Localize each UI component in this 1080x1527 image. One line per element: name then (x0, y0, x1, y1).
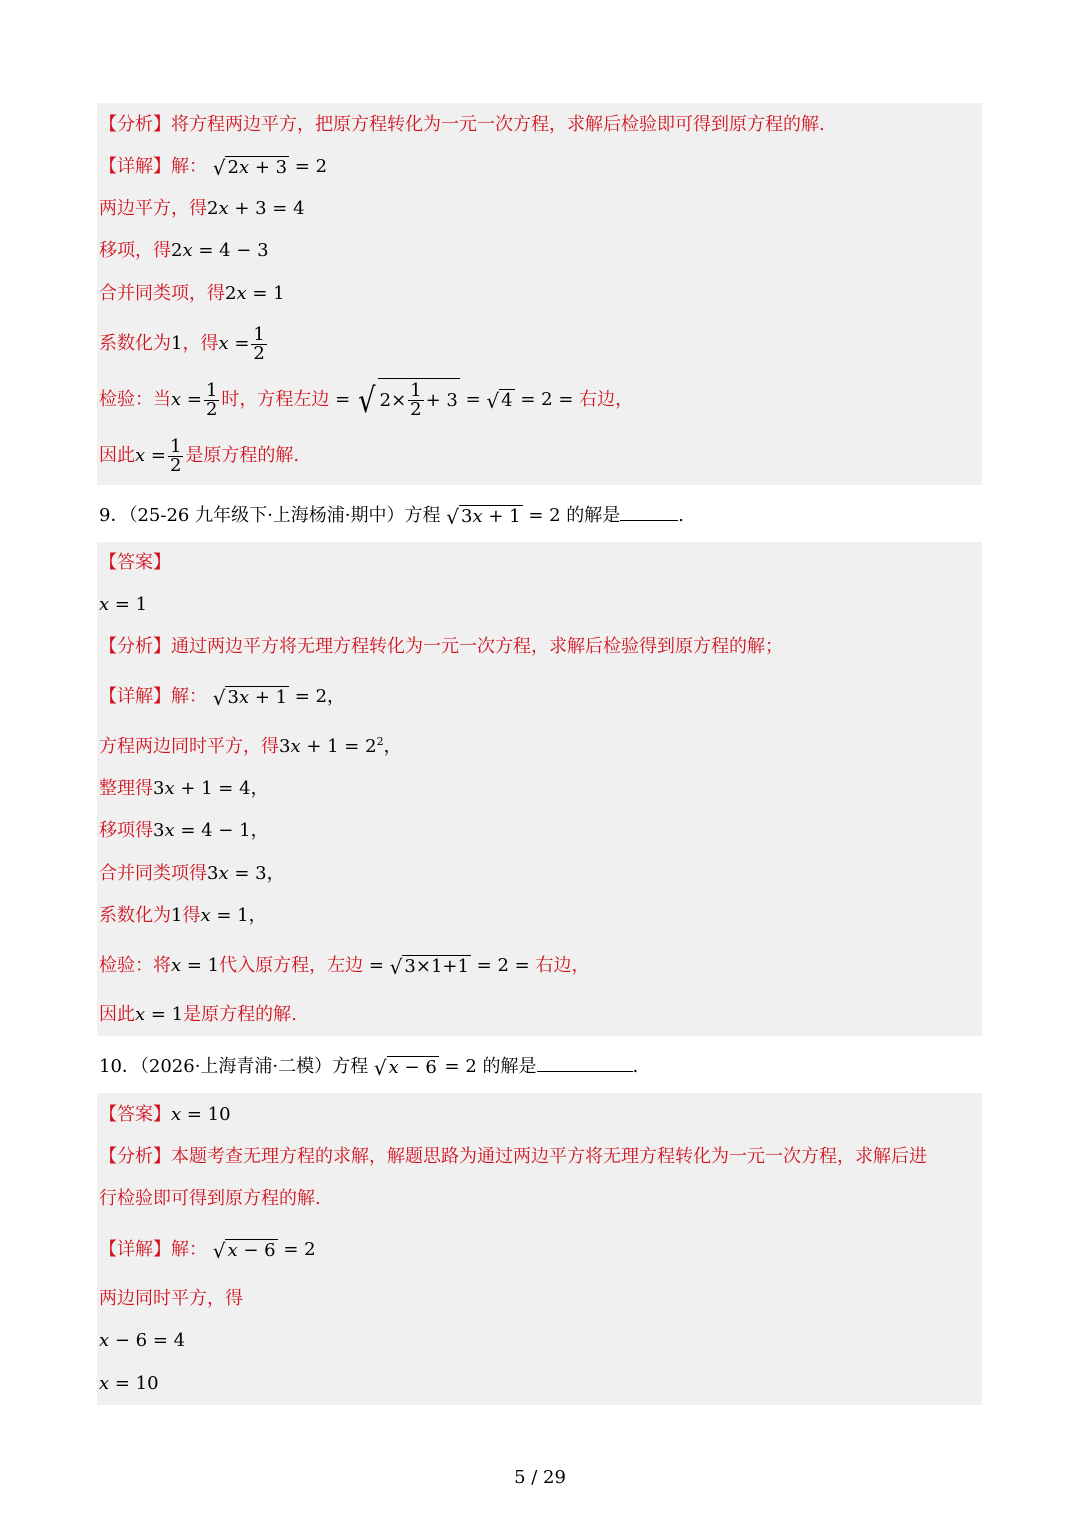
analysis-tag: 【分析】 (99, 1146, 171, 1167)
q10-stem: 10．（2026·上海青浦·二模）方程 √ x − 6 = 2 的解是 . (99, 1053, 638, 1079)
radical: √ 2× $\frac{1}{2}$ + 3 (356, 378, 460, 423)
page-number: 5 / 29 (514, 1467, 566, 1488)
q8-solution-block (97, 103, 982, 485)
q9-analysis: 【分析】通过两边平方将无理方程转化为一元一次方程，求解后检验得到原方程的解； (99, 636, 783, 657)
q10-step-result: x − 6 = 4 (99, 1330, 186, 1351)
q9-answer-tag: 【答案】 (99, 552, 171, 573)
q8-detail: 【详解】解： √ 2x + 3 = 2 (99, 155, 328, 180)
q10-analysis-line1: 【分析】本题考查无理方程的求解，解题思路为通过两边平方将无理方程转化为一元一次方程，求解后进 (99, 1146, 927, 1167)
q10-detail: 【详解】解： √ x − 6 = 2 (99, 1238, 316, 1263)
radical: √ 3x + 1 (212, 685, 288, 710)
fraction: $\frac{1}{2}$ (205, 379, 218, 420)
q9-answer: x = 1 (99, 594, 148, 615)
q8-step-coef: 系数化为1，得x = $\frac{1}{2}$ (99, 323, 265, 364)
q9-step-square: 方程两边同时平方，得$3x + 1 = 2^2$， (99, 735, 402, 757)
analysis-tag: 【分析】 (99, 636, 171, 657)
answer-tag: 【答案】 (99, 1104, 171, 1125)
q8-step-square: 两边平方，得2x + 3 = 4 (99, 198, 305, 219)
fraction: $\frac{1}{2}$ (253, 323, 265, 364)
q9-check: 检验：将x = 1代入原方程，左边 = √ 3×1+1 = 2 = 右边， (99, 954, 590, 979)
q10-step-final: x = 10 (99, 1373, 159, 1394)
q9-step-coef: 系数化为1得x = 1， (99, 905, 267, 926)
q10-solution-block (97, 1093, 982, 1405)
q8-step-combine: 合并同类项，得2x = 1 (99, 283, 285, 304)
q9-solution-block (97, 542, 982, 1036)
q10-source: （2026·上海青浦·二模） (139, 1056, 333, 1077)
q8-conclusion: 因此x = $\frac{1}{2}$ 是原方程的解. (99, 435, 300, 476)
radical: √ x − 6 (373, 1055, 437, 1080)
q10-analysis-line2: 行检验即可得到原方程的解. (99, 1188, 321, 1209)
q8-step-move: 移项，得2x = 4 − 3 (99, 240, 269, 261)
detail-tag: 【详解】 (99, 686, 171, 707)
detail-tag: 【详解】 (99, 156, 171, 177)
q8-check: 检验：当x = $\frac{1}{2}$ 时，方程左边 = √ 2× $\frac{1}{2}$ + 3 = √ 4 = 2 = 右边， (99, 379, 634, 421)
radical: √ 3×1+1 (389, 954, 469, 979)
q9-detail: 【详解】解： √ 3x + 1 = 2， (99, 685, 346, 710)
answer-blank (537, 1053, 633, 1072)
q8-analysis: 【分析】将方程两边平方，把原方程转化为一元一次方程，求解后检验即可得到原方程的解. (99, 114, 825, 135)
q9-step-combine: 合并同类项得3x = 3， (99, 863, 285, 884)
radical: √ 4 (486, 388, 513, 413)
answer-blank (620, 502, 678, 521)
fraction: $\frac{1}{2}$ (169, 435, 182, 476)
q9-step-move: 移项得3x = 4 − 1， (99, 820, 269, 841)
q9-step-arrange: 整理得3x + 1 = 4， (99, 778, 269, 799)
q9-stem: 9．（25-26 九年级下·上海杨浦·期中）方程 √ 3x + 1 = 2 的解是 . (99, 502, 684, 528)
q9-conclusion: 因此x = 1是原方程的解. (99, 1004, 297, 1025)
radical: √ x − 6 (212, 1238, 276, 1263)
radical: √ 2x + 3 (212, 155, 288, 180)
q10-step-square: 两边同时平方，得 (99, 1288, 243, 1309)
q9-source: （25-26 九年级下·上海杨浦·期中） (128, 505, 405, 526)
detail-tag: 【详解】 (99, 1239, 171, 1260)
radical: √ 3x + 1 (446, 504, 521, 529)
analysis-tag: 【分析】 (99, 114, 171, 135)
q10-answer: 【答案】x = 10 (99, 1104, 231, 1125)
